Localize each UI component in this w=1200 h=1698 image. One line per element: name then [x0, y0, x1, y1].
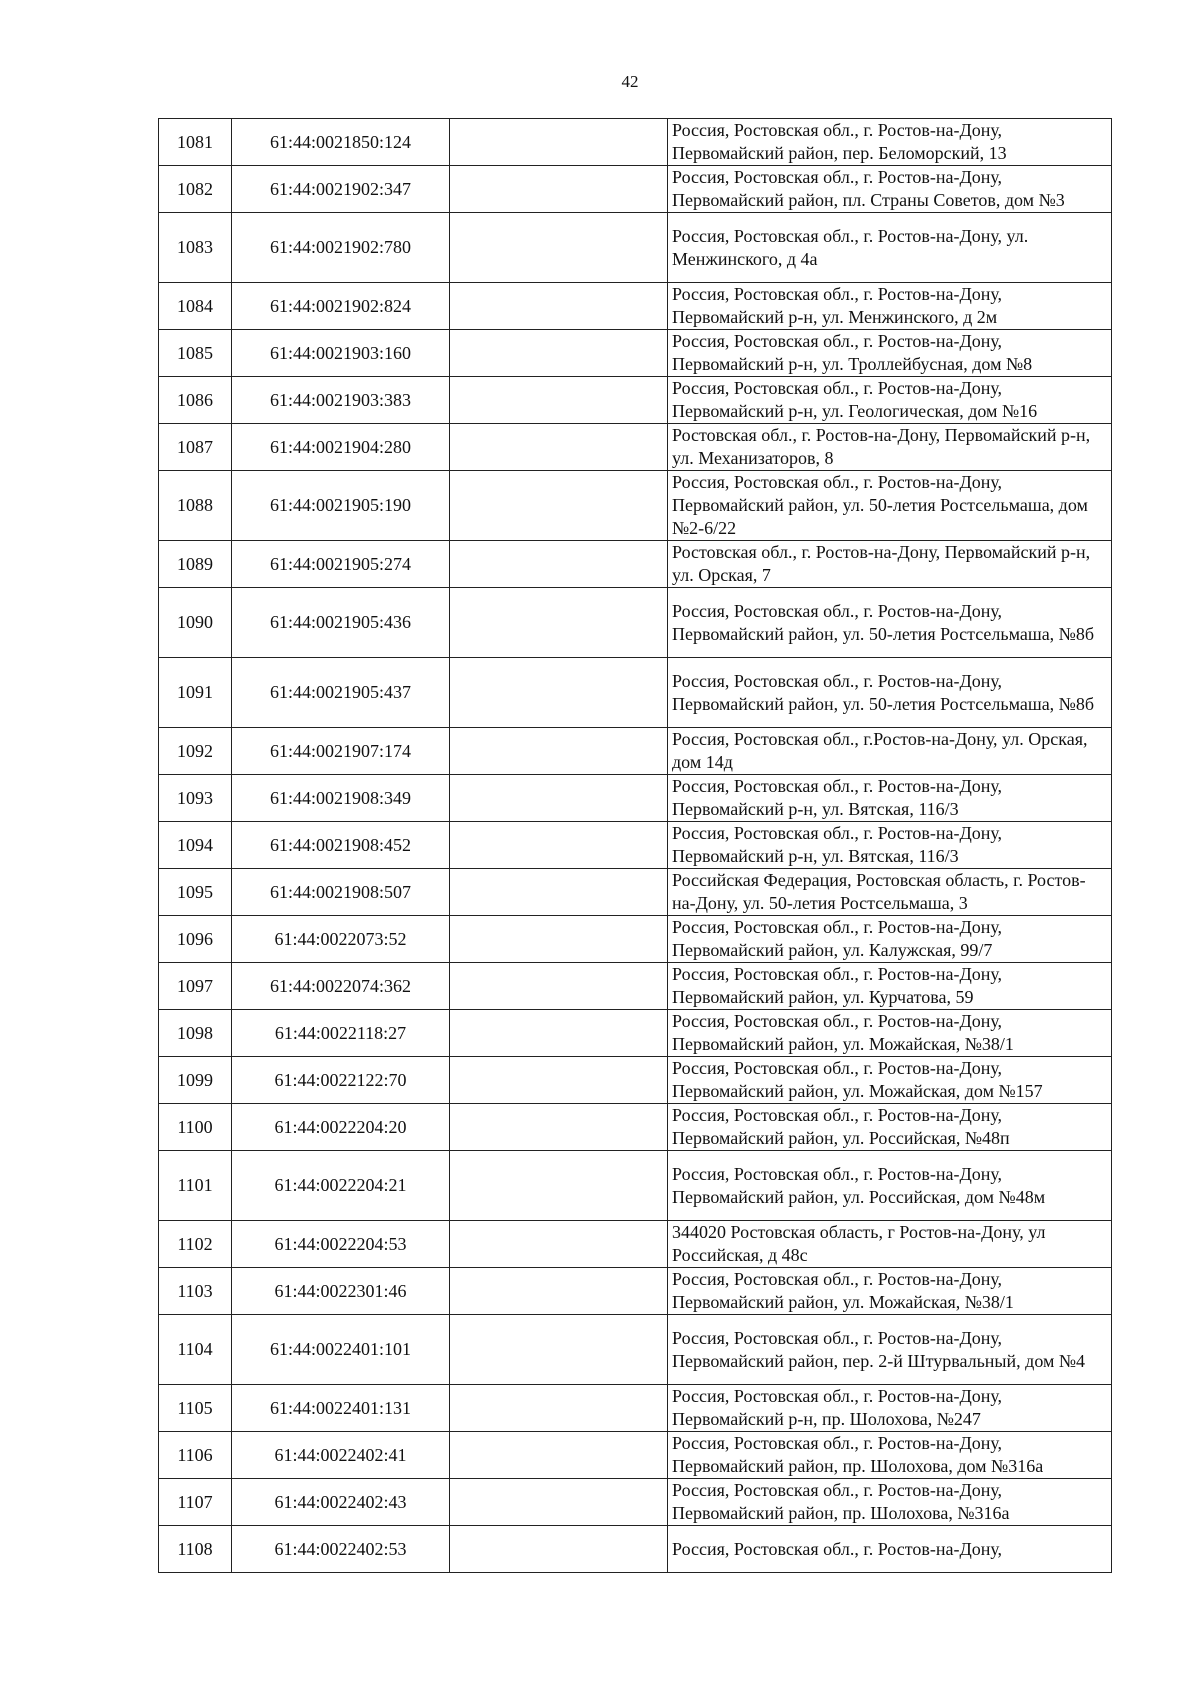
cadastral-number-cell: 61:44:0021850:124 [232, 119, 450, 166]
row-number-cell: 1091 [159, 658, 232, 728]
table-row [159, 1385, 1112, 1432]
cadastral-number-cell: 61:44:0022401:131 [232, 1385, 450, 1432]
empty-cell [450, 1268, 668, 1315]
cadastral-number-cell: 61:44:0021905:190 [232, 471, 450, 541]
empty-cell [450, 588, 668, 658]
table-row [159, 166, 1112, 213]
cadastral-number-cell: 61:44:0021907:174 [232, 728, 450, 775]
empty-cell [450, 119, 668, 166]
table-row [159, 283, 1112, 330]
row-number-cell: 1103 [159, 1268, 232, 1315]
cadastral-number-cell: 61:44:0021902:347 [232, 166, 450, 213]
address-cell: Россия, Ростовская обл., г. Ростов-на-Дону, Первомайский район, ул. 50-летия Ростсельмаша, №8б [668, 658, 1112, 728]
row-number-cell: 1083 [159, 213, 232, 283]
table-row [159, 963, 1112, 1010]
row-number-cell: 1084 [159, 283, 232, 330]
empty-cell [450, 822, 668, 869]
cadastral-number-cell: 61:44:0022301:46 [232, 1268, 450, 1315]
table-row [159, 916, 1112, 963]
empty-cell [450, 330, 668, 377]
cadastral-number-cell: 61:44:0022402:43 [232, 1479, 450, 1526]
address-cell: Россия, Ростовская обл., г. Ростов-на-Дону, Первомайский район, ул. 50-летия Ростсельмаша, дом №2-6/22 [668, 471, 1112, 541]
empty-cell [450, 1526, 668, 1573]
table-row [159, 1057, 1112, 1104]
address-cell: Россия, Ростовская обл., г. Ростов-на-Дону, Первомайский р-н, ул. Вятская, 116/3 [668, 822, 1112, 869]
address-cell: Россия, Ростовская обл., г. Ростов-на-Дону, Первомайский район, ул. Можайская, №38/1 [668, 1010, 1112, 1057]
table-row [159, 728, 1112, 775]
cadastral-number-cell: 61:44:0022074:362 [232, 963, 450, 1010]
empty-cell [450, 869, 668, 916]
empty-cell [450, 1104, 668, 1151]
cadastral-number-cell: 61:44:0022401:101 [232, 1315, 450, 1385]
empty-cell [450, 377, 668, 424]
cadastral-number-cell: 61:44:0022204:20 [232, 1104, 450, 1151]
registry-table [158, 118, 1112, 1573]
cadastral-number-cell: 61:44:0022204:21 [232, 1151, 450, 1221]
address-cell: Россия, Ростовская обл., г. Ростов-на-Дону, Первомайский район, пл. Страны Советов, дом №3 [668, 166, 1112, 213]
row-number-cell: 1081 [159, 119, 232, 166]
table-row [159, 471, 1112, 541]
cadastral-number-cell: 61:44:0021908:349 [232, 775, 450, 822]
table-row [159, 1104, 1112, 1151]
address-cell: Россия, Ростовская обл., г. Ростов-на-Дону, Первомайский р-н, ул. Троллейбусная, дом №8 [668, 330, 1112, 377]
row-number-cell: 1088 [159, 471, 232, 541]
row-number-cell: 1107 [159, 1479, 232, 1526]
row-number-cell: 1099 [159, 1057, 232, 1104]
address-cell: Россия, Ростовская обл., г. Ростов-на-Дону, Первомайский район, ул. Калужская, 99/7 [668, 916, 1112, 963]
row-number-cell: 1092 [159, 728, 232, 775]
row-number-cell: 1104 [159, 1315, 232, 1385]
address-cell: Ростовская обл., г. Ростов-на-Дону, Первомайский р-н, ул. Орская, 7 [668, 541, 1112, 588]
empty-cell [450, 213, 668, 283]
cadastral-number-cell: 61:44:0021902:780 [232, 213, 450, 283]
row-number-cell: 1086 [159, 377, 232, 424]
address-cell: Россия, Ростовская обл., г. Ростов-на-Дону, Первомайский р-н, ул. Геологическая, дом №16 [668, 377, 1112, 424]
row-number-cell: 1098 [159, 1010, 232, 1057]
cadastral-number-cell: 61:44:0021908:507 [232, 869, 450, 916]
table-row [159, 822, 1112, 869]
address-cell: Россия, Ростовская обл., г. Ростов-на-Дону, Первомайский район, ул. 50-летия Ростсельмаша, №8б [668, 588, 1112, 658]
address-cell: Россия, Ростовская обл., г. Ростов-на-Дону, Первомайский район, пр. Шолохова, дом №316а [668, 1432, 1112, 1479]
table-row [159, 424, 1112, 471]
empty-cell [450, 658, 668, 728]
cadastral-number-cell: 61:44:0021904:280 [232, 424, 450, 471]
address-cell: Россия, Ростовская обл., г. Ростов-на-Дону, Первомайский район, ул. Российская, дом №48м [668, 1151, 1112, 1221]
empty-cell [450, 1221, 668, 1268]
cadastral-number-cell: 61:44:0022204:53 [232, 1221, 450, 1268]
row-number-cell: 1101 [159, 1151, 232, 1221]
row-number-cell: 1089 [159, 541, 232, 588]
row-number-cell: 1087 [159, 424, 232, 471]
address-cell: Россия, Ростовская обл., г. Ростов-на-Дону, Первомайский р-н, ул. Вятская, 116/3 [668, 775, 1112, 822]
empty-cell [450, 166, 668, 213]
row-number-cell: 1085 [159, 330, 232, 377]
table-row [159, 775, 1112, 822]
table-row [159, 1010, 1112, 1057]
address-cell: Россия, Ростовская обл., г. Ростов-на-Дону, Первомайский район, ул. Российская, №48п [668, 1104, 1112, 1151]
empty-cell [450, 963, 668, 1010]
table-row [159, 1315, 1112, 1385]
table-row [159, 588, 1112, 658]
empty-cell [450, 424, 668, 471]
cadastral-number-cell: 61:44:0022073:52 [232, 916, 450, 963]
row-number-cell: 1082 [159, 166, 232, 213]
row-number-cell: 1094 [159, 822, 232, 869]
row-number-cell: 1102 [159, 1221, 232, 1268]
row-number-cell: 1093 [159, 775, 232, 822]
table-row [159, 1526, 1112, 1573]
registry-table-body [159, 119, 1112, 1573]
row-number-cell: 1097 [159, 963, 232, 1010]
address-cell: Россия, Ростовская обл., г. Ростов-на-Дону, ул. Менжинского, д 4а [668, 213, 1112, 283]
table-row [159, 1151, 1112, 1221]
cadastral-number-cell: 61:44:0021905:274 [232, 541, 450, 588]
cadastral-number-cell: 61:44:0021905:437 [232, 658, 450, 728]
empty-cell [450, 1010, 668, 1057]
address-cell: Россия, Ростовская обл., г.Ростов-на-Дону, ул. Орская, дом 14д [668, 728, 1112, 775]
table-row [159, 377, 1112, 424]
cadastral-number-cell: 61:44:0022402:41 [232, 1432, 450, 1479]
cadastral-number-cell: 61:44:0021905:436 [232, 588, 450, 658]
table-row [159, 541, 1112, 588]
empty-cell [450, 1479, 668, 1526]
empty-cell [450, 1151, 668, 1221]
table-row [159, 213, 1112, 283]
table-row [159, 1221, 1112, 1268]
address-cell: Россия, Ростовская обл., г. Ростов-на-Дону, Первомайский р-н, пр. Шолохова, №247 [668, 1385, 1112, 1432]
cadastral-number-cell: 61:44:0021902:824 [232, 283, 450, 330]
table-row [159, 1268, 1112, 1315]
empty-cell [450, 471, 668, 541]
empty-cell [450, 1385, 668, 1432]
table-row [159, 869, 1112, 916]
row-number-cell: 1096 [159, 916, 232, 963]
cadastral-number-cell: 61:44:0021903:383 [232, 377, 450, 424]
row-number-cell: 1095 [159, 869, 232, 916]
address-cell: Россия, Ростовская обл., г. Ростов-на-Дону, Первомайский район, пр. Шолохова, №316а [668, 1479, 1112, 1526]
address-cell: Россия, Ростовская обл., г. Ростов-на-Дону, Первомайский район, ул. Можайская, дом №157 [668, 1057, 1112, 1104]
row-number-cell: 1105 [159, 1385, 232, 1432]
row-number-cell: 1106 [159, 1432, 232, 1479]
address-cell: Ростовская обл., г. Ростов-на-Дону, Первомайский р-н, ул. Механизаторов, 8 [668, 424, 1112, 471]
address-cell: Россия, Ростовская обл., г. Ростов-на-Дону, Первомайский район, ул. Курчатова, 59 [668, 963, 1112, 1010]
row-number-cell: 1108 [159, 1526, 232, 1573]
table-row [159, 119, 1112, 166]
empty-cell [450, 541, 668, 588]
empty-cell [450, 775, 668, 822]
empty-cell [450, 1432, 668, 1479]
cadastral-number-cell: 61:44:0021903:160 [232, 330, 450, 377]
table-row [159, 330, 1112, 377]
address-cell: Россия, Ростовская обл., г. Ростов-на-Дону, Первомайский р-н, ул. Менжинского, д 2м [668, 283, 1112, 330]
empty-cell [450, 728, 668, 775]
address-cell: 344020 Ростовская область, г Ростов-на-Дону, ул Российская, д 48с [668, 1221, 1112, 1268]
address-cell: Россия, Ростовская обл., г. Ростов-на-Дону, Первомайский район, ул. Можайская, №38/1 [668, 1268, 1112, 1315]
empty-cell [450, 1057, 668, 1104]
empty-cell [450, 283, 668, 330]
address-cell: Российская Федерация, Ростовская область, г. Ростов-на-Дону, ул. 50-летия Ростсельмаша, 3 [668, 869, 1112, 916]
cadastral-number-cell: 61:44:0021908:452 [232, 822, 450, 869]
empty-cell [450, 1315, 668, 1385]
cadastral-number-cell: 61:44:0022122:70 [232, 1057, 450, 1104]
cadastral-number-cell: 61:44:0022118:27 [232, 1010, 450, 1057]
row-number-cell: 1090 [159, 588, 232, 658]
address-cell: Россия, Ростовская обл., г. Ростов-на-Дону, Первомайский район, пер. Беломорский, 13 [668, 119, 1112, 166]
page-number: 42 [621, 72, 639, 91]
address-cell: Россия, Ростовская обл., г. Ростов-на-Дону, Первомайский район, пер. 2-й Штурвальный, дом №4 [668, 1315, 1112, 1385]
table-row [159, 1479, 1112, 1526]
table-row [159, 1432, 1112, 1479]
row-number-cell: 1100 [159, 1104, 232, 1151]
cadastral-number-cell: 61:44:0022402:53 [232, 1526, 450, 1573]
table-row [159, 658, 1112, 728]
empty-cell [450, 916, 668, 963]
address-cell: Россия, Ростовская обл., г. Ростов-на-Дону, [668, 1526, 1112, 1573]
